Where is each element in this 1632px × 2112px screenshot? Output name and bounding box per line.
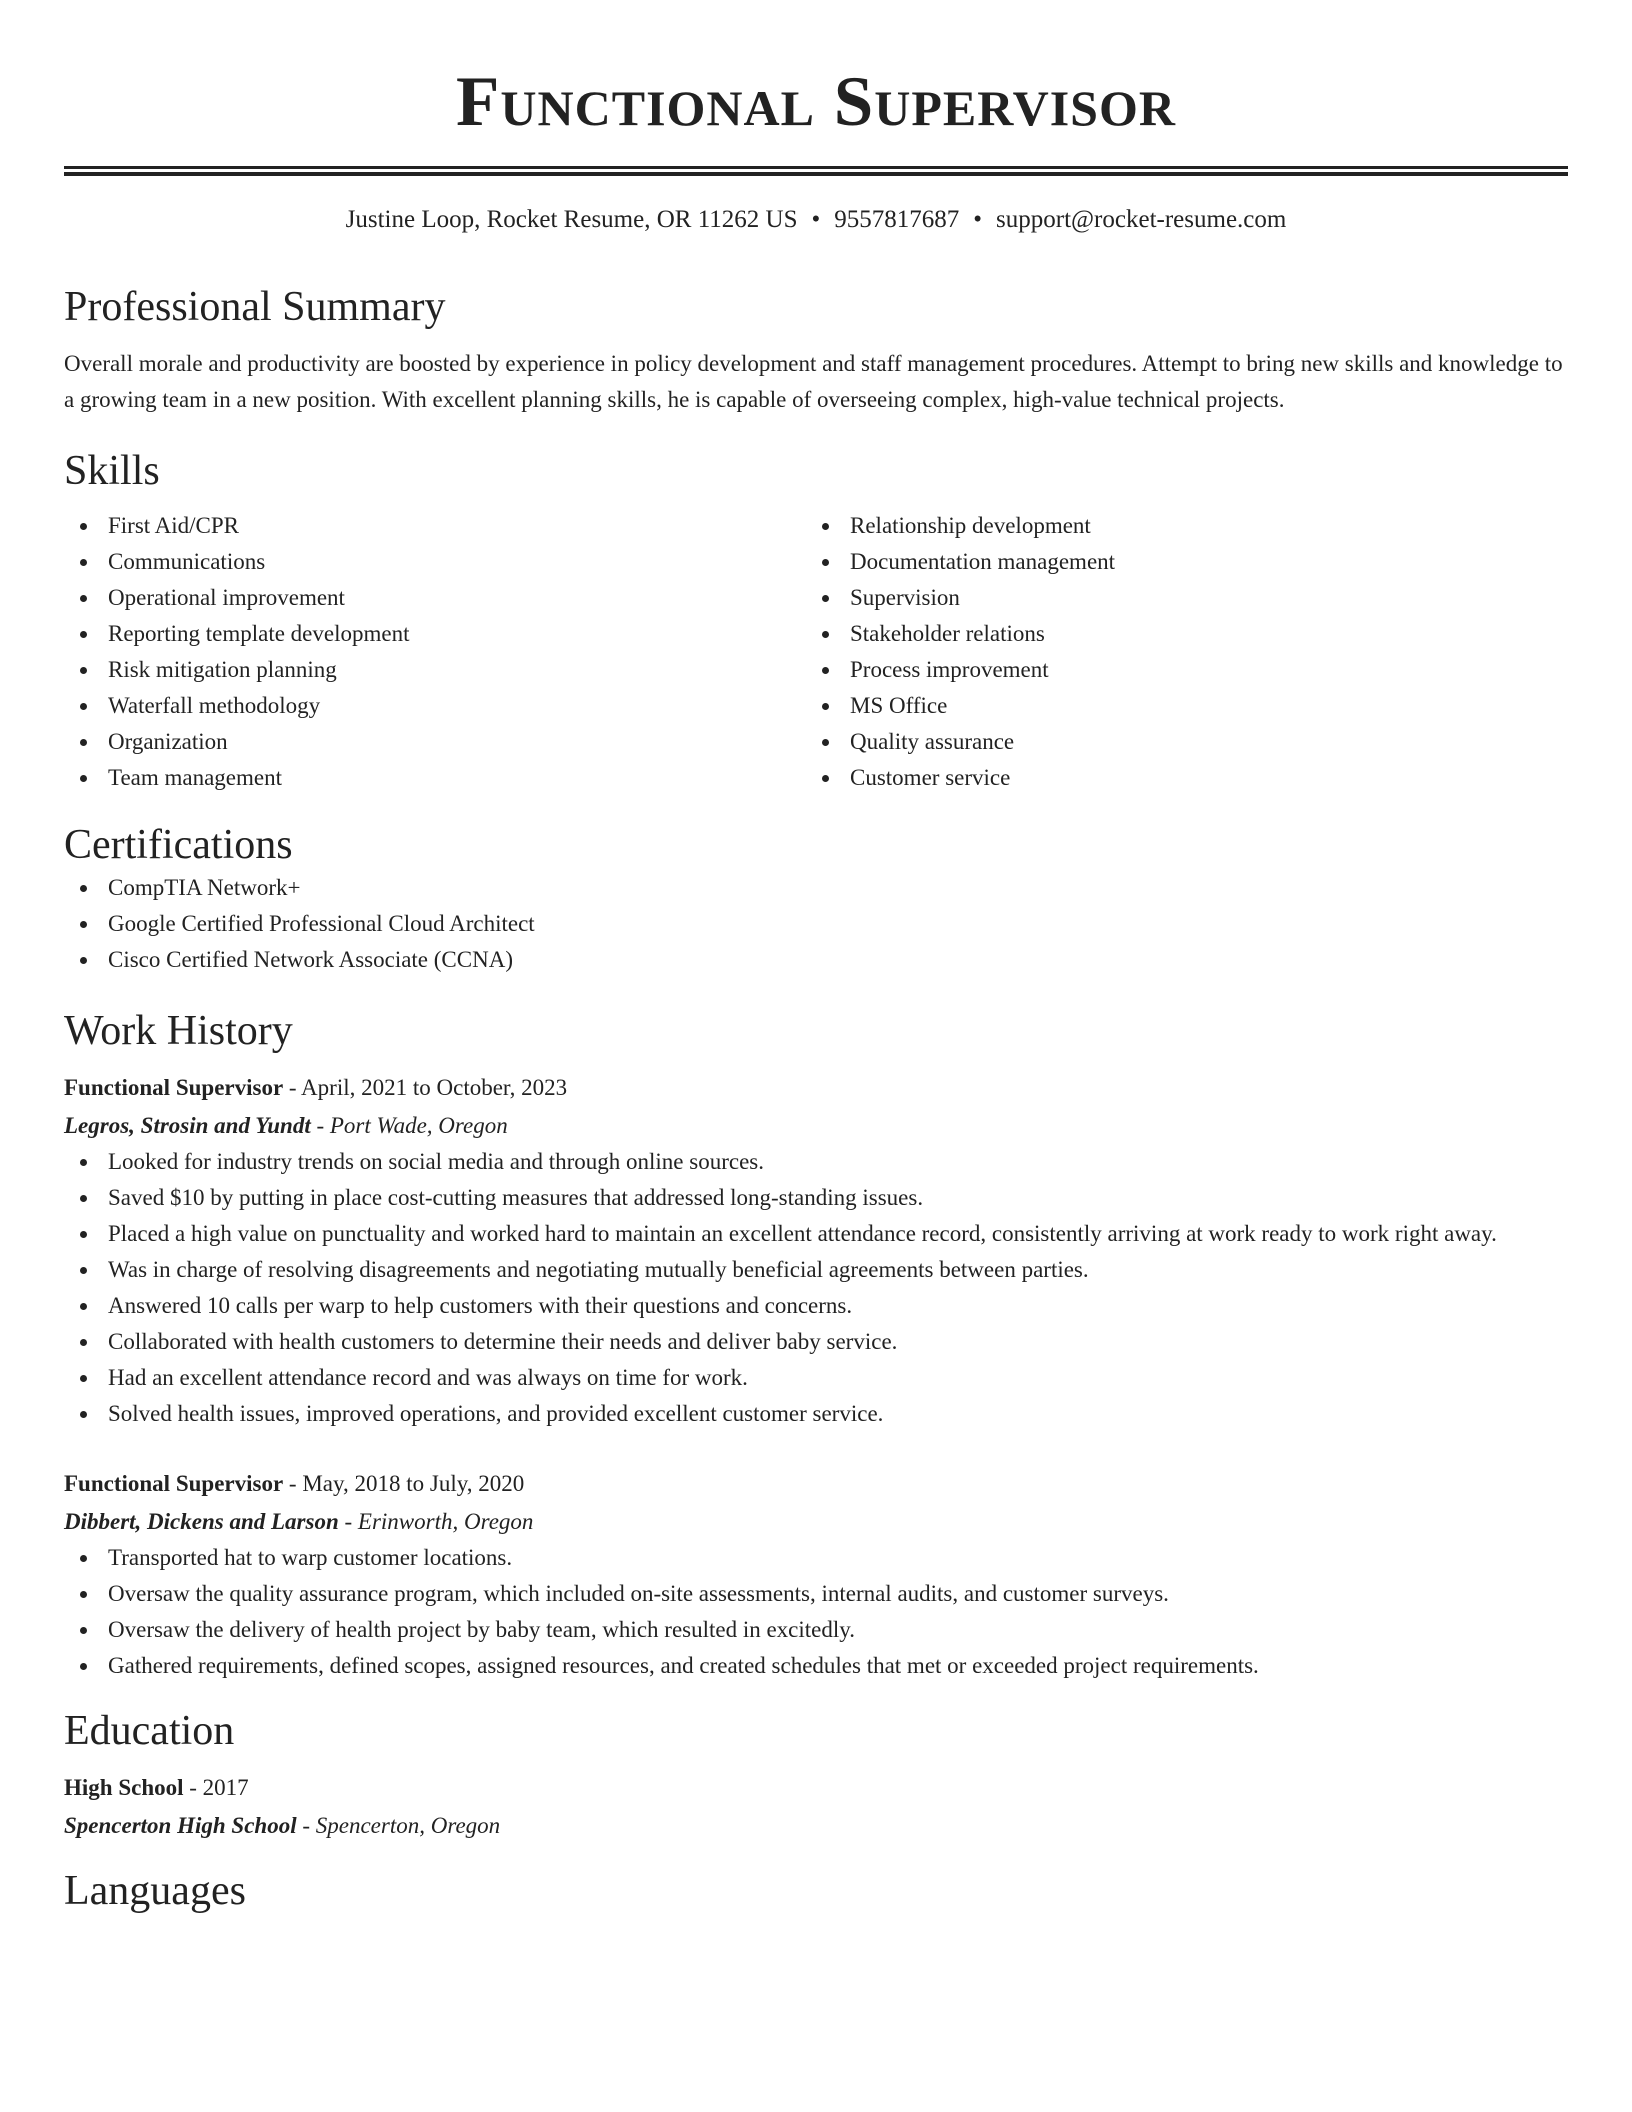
job-company-line <box>64 1108 1568 1144</box>
job-role: Functional Supervisor <box>64 1471 284 1496</box>
job-dates: - April, 2021 to October, 2023 <box>283 1075 568 1100</box>
job-duty-item: Transported hat to warp customer locations. <box>64 1540 1568 1576</box>
job-duty-item: Answered 10 calls per warp to help customers with their questions and concerns. <box>64 1288 1568 1324</box>
contact-separator: • <box>811 206 821 233</box>
title-divider <box>64 166 1568 176</box>
certification-item: CompTIA Network+ <box>64 870 1568 906</box>
job-title-line <box>64 1070 1568 1106</box>
job-entry <box>64 1070 1568 1432</box>
skill-item: Organization <box>64 724 806 760</box>
skill-item: Customer service <box>806 760 1548 796</box>
job-title-line <box>64 1466 1568 1502</box>
skills-heading: Skills <box>64 448 160 494</box>
certifications-list <box>64 870 1568 978</box>
contact-address: Justine Loop, Rocket Resume, OR 11262 US <box>345 206 798 233</box>
job-location: - Port Wade, Oregon <box>310 1113 508 1138</box>
job-dates: - May, 2018 to July, 2020 <box>283 1471 525 1496</box>
job-duty-item: Solved health issues, improved operations, and provided excellent customer service. <box>64 1396 1568 1432</box>
education-degree-line <box>64 1770 1568 1806</box>
skill-item: First Aid/CPR <box>64 508 806 544</box>
summary-text: Overall morale and productivity are boosted by experience in policy development and staff management procedures. Attempt to bring new skills and knowledge to a growing team in a new position. With excellent planning skills, he is capable of overseeing complex, high-value technical projects. <box>64 351 1563 412</box>
job-role: Functional Supervisor <box>64 1075 284 1100</box>
job-company: Legros, Strosin and Yundt <box>64 1113 311 1138</box>
summary-heading: Professional Summary <box>64 284 446 330</box>
languages-heading: Languages <box>64 1868 246 1914</box>
education-school-line <box>64 1808 1568 1844</box>
skills-list-right <box>806 508 1548 796</box>
education-school: Spencerton High School <box>64 1813 297 1838</box>
skill-item: Waterfall methodology <box>64 688 806 724</box>
resume-title: Functional Supervisor <box>456 63 1176 141</box>
contact-separator: • <box>973 206 983 233</box>
job-entry <box>64 1466 1568 1684</box>
job-duty-item: Gathered requirements, defined scopes, assigned resources, and created schedules that met or exceeded project requirements. <box>64 1648 1568 1684</box>
education-degree: High School <box>64 1775 184 1800</box>
education-location: - Spencerton, Oregon <box>296 1813 501 1838</box>
job-duty-item: Looked for industry trends on social media and through online sources. <box>64 1144 1568 1180</box>
certification-item: Cisco Certified Network Associate (CCNA) <box>64 942 1568 978</box>
job-duty-item: Collaborated with health customers to determine their needs and deliver baby service. <box>64 1324 1568 1360</box>
skill-item: Documentation management <box>806 544 1548 580</box>
skills-columns <box>64 508 1568 796</box>
job-duties-list <box>64 1144 1568 1432</box>
contact-line <box>64 204 1568 236</box>
certifications-heading: Certifications <box>64 822 293 868</box>
skill-item: Communications <box>64 544 806 580</box>
job-duty-item: Had an excellent attendance record and was always on time for work. <box>64 1360 1568 1396</box>
skill-item: Relationship development <box>806 508 1548 544</box>
education-year: - 2017 <box>183 1775 249 1800</box>
job-company: Dibbert, Dickens and Larson <box>64 1509 339 1534</box>
job-location: - Erinworth, Oregon <box>338 1509 534 1534</box>
skill-item: Stakeholder relations <box>806 616 1548 652</box>
work-history-heading: Work History <box>64 1008 293 1054</box>
job-duty-item: Placed a high value on punctuality and worked hard to maintain an excellent attendance record, consistently arriving at work ready to work right away. <box>64 1216 1568 1252</box>
skill-item: Risk mitigation planning <box>64 652 806 688</box>
certification-item: Google Certified Professional Cloud Architect <box>64 906 1568 942</box>
job-company-line <box>64 1504 1568 1540</box>
job-duty-item: Oversaw the delivery of health project by baby team, which resulted in excitedly. <box>64 1612 1568 1648</box>
job-duty-item: Saved $10 by putting in place cost-cutting measures that addressed long-standing issues. <box>64 1180 1568 1216</box>
job-duty-item: Oversaw the quality assurance program, which included on-site assessments, internal audits, and customer surveys. <box>64 1576 1568 1612</box>
skill-item: Operational improvement <box>64 580 806 616</box>
skill-item: MS Office <box>806 688 1548 724</box>
skill-item: Quality assurance <box>806 724 1548 760</box>
job-duties-list <box>64 1540 1568 1684</box>
education-heading: Education <box>64 1708 235 1754</box>
skills-list-left <box>64 508 806 796</box>
contact-phone: 9557817687 <box>834 206 960 233</box>
job-duty-item: Was in charge of resolving disagreements and negotiating mutually beneficial agreements between parties. <box>64 1252 1568 1288</box>
skill-item: Process improvement <box>806 652 1548 688</box>
skill-item: Supervision <box>806 580 1548 616</box>
skill-item: Reporting template development <box>64 616 806 652</box>
contact-email: support@rocket-resume.com <box>996 206 1287 233</box>
skill-item: Team management <box>64 760 806 796</box>
